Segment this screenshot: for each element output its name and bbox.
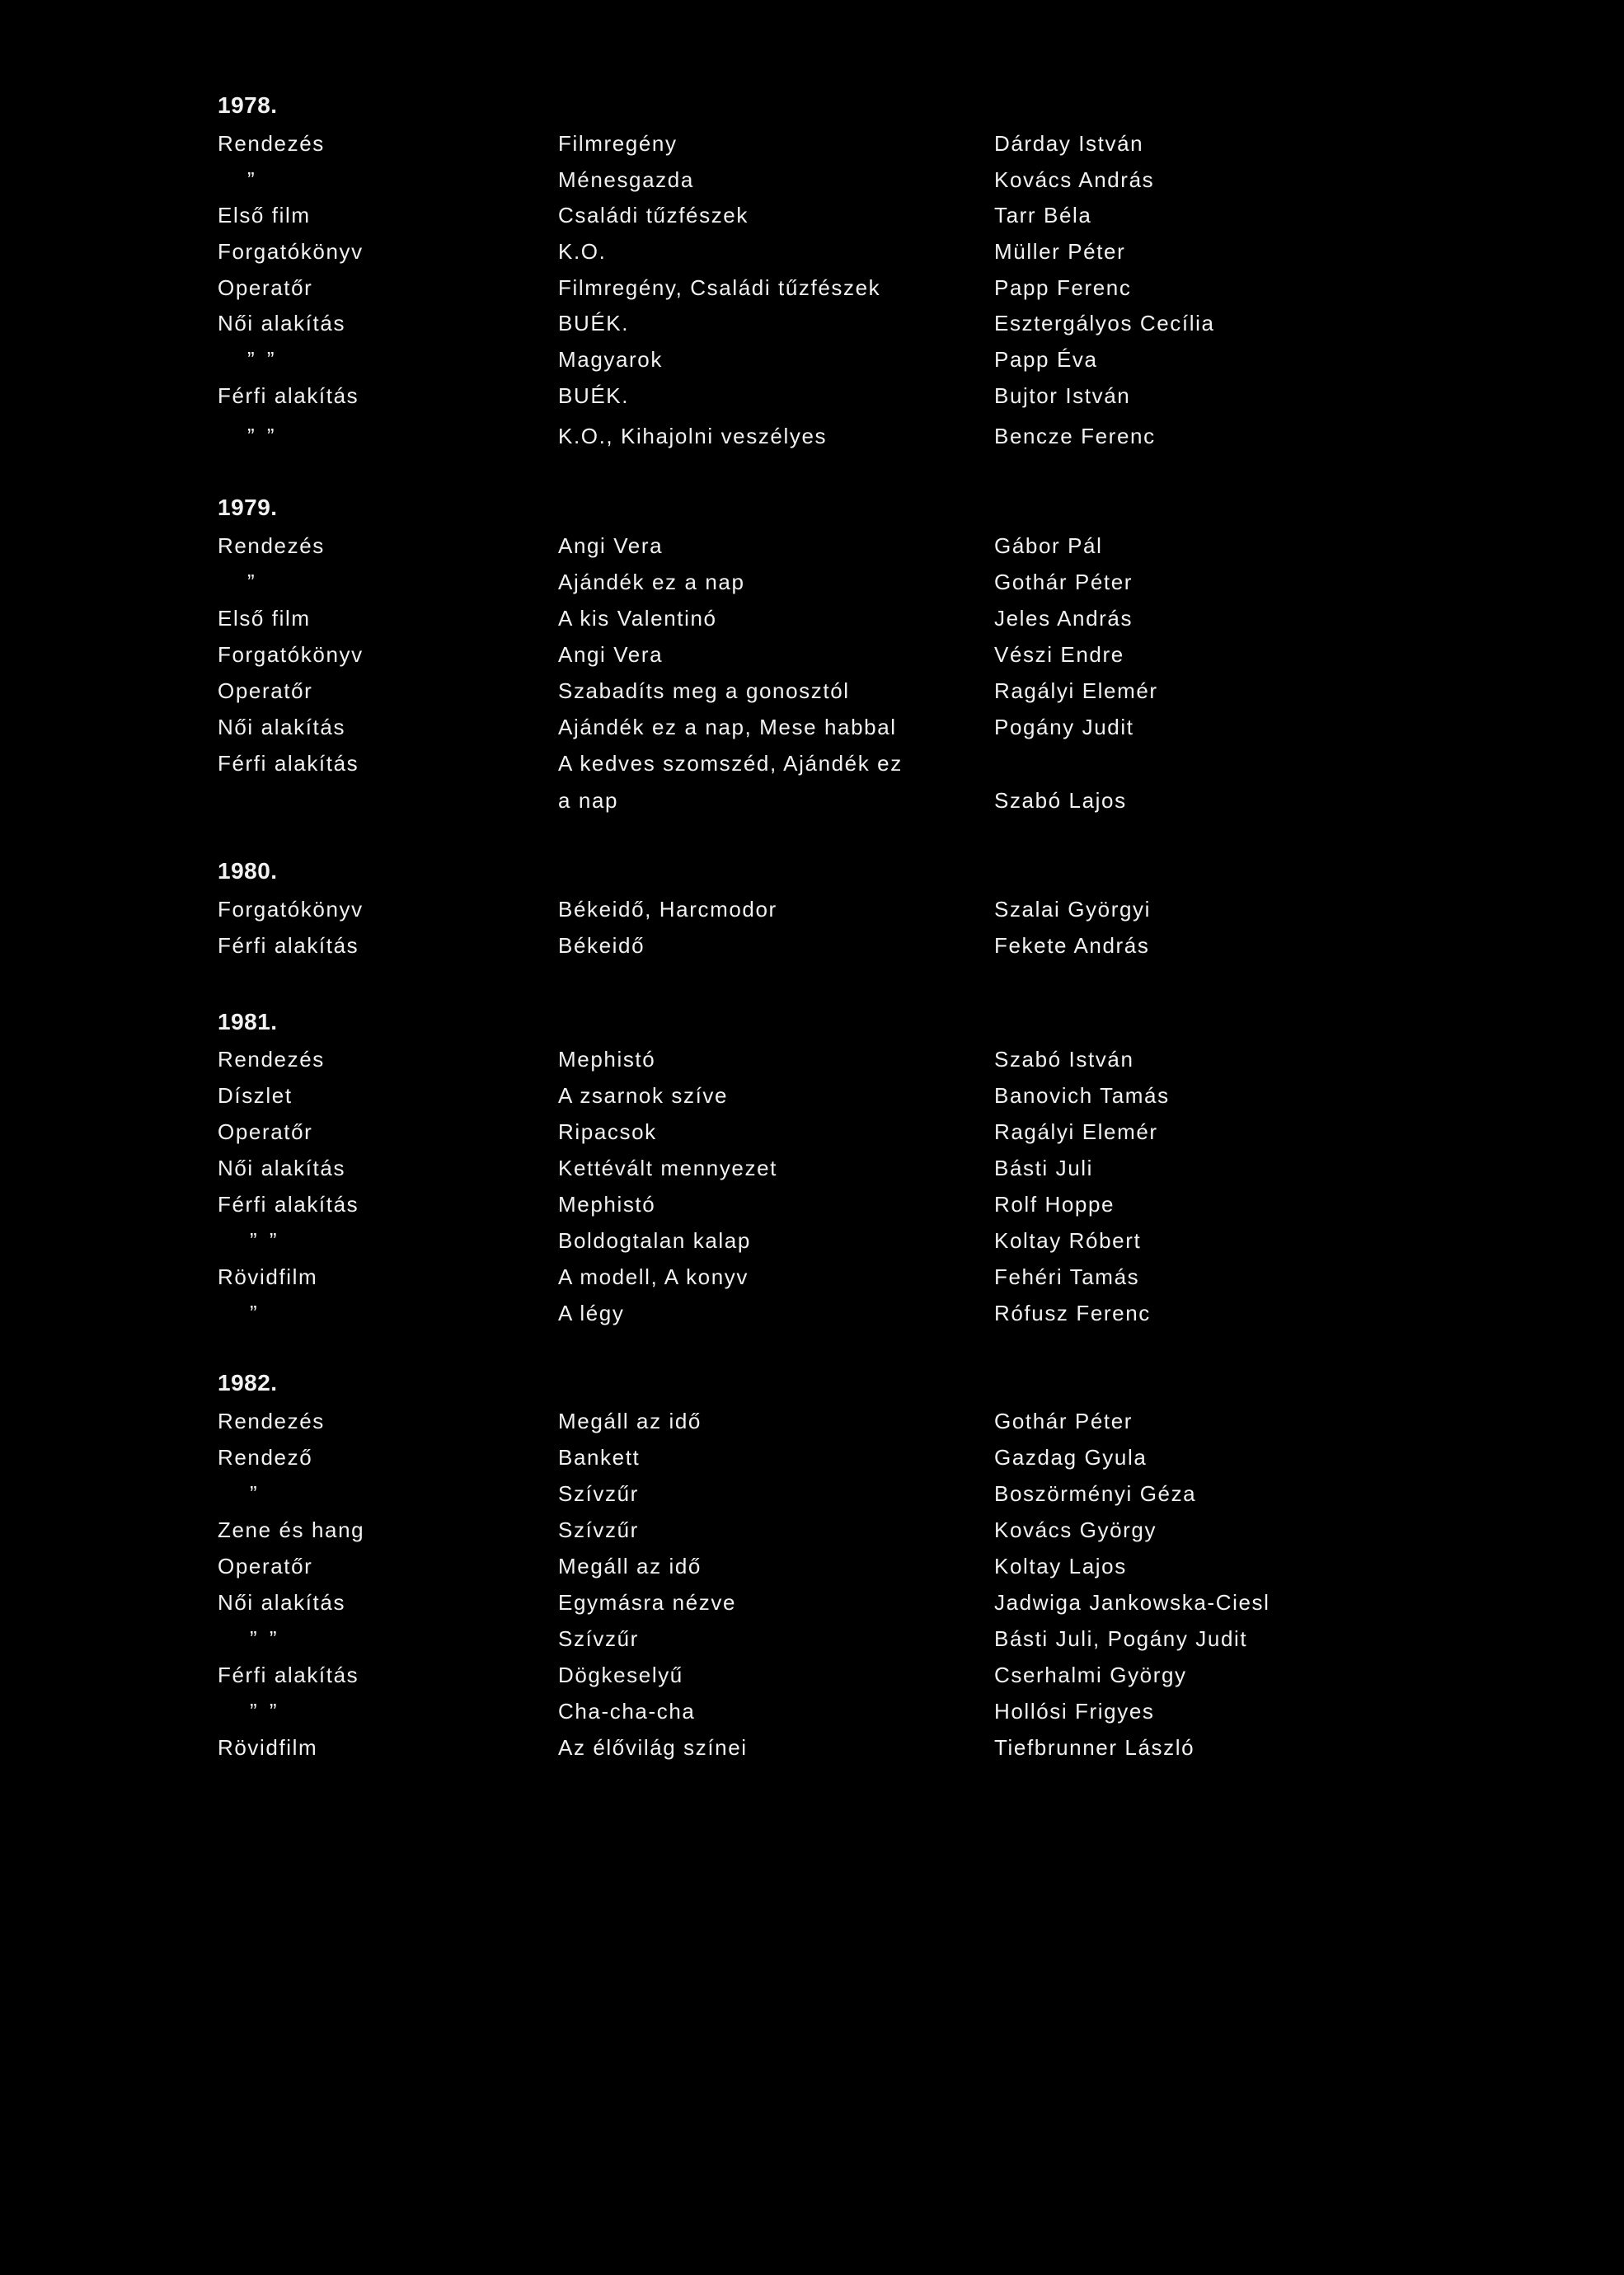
award-row: [0, 346, 1624, 382]
award-row: [0, 167, 1624, 203]
person-name: Müller Péter: [994, 239, 1126, 264]
person-name: Básti Juli: [994, 1156, 1094, 1180]
award-category: Forgatókönyv: [218, 897, 364, 922]
award-category: Első film: [218, 203, 311, 228]
person-name: Tiefbrunner László: [994, 1735, 1195, 1760]
film-title: Egymásra nézve: [558, 1590, 737, 1615]
award-row: [0, 896, 1624, 932]
award-row: [0, 1625, 1624, 1662]
film-title: Mephistó: [558, 1047, 656, 1072]
award-category: Rövidfilm: [218, 1735, 318, 1760]
award-row: [0, 1408, 1624, 1444]
award-row: [0, 532, 1624, 569]
year-heading: 1978.: [218, 92, 278, 118]
person-name: Básti Juli, Pogány Judit: [994, 1626, 1248, 1651]
award-row: [0, 750, 1624, 786]
year-heading: 1981.: [218, 1009, 278, 1034]
award-row: [0, 1480, 1624, 1517]
person-name: Fehéri Tamás: [994, 1264, 1140, 1289]
award-row: [0, 238, 1624, 274]
award-row: [0, 641, 1624, 678]
award-row: [0, 678, 1624, 714]
award-category: ” ”: [250, 1626, 280, 1651]
award-row: [0, 1227, 1624, 1264]
award-category: ”: [250, 1481, 260, 1506]
award-category: Női alakítás: [218, 1156, 346, 1180]
award-category: Női alakítás: [218, 311, 346, 335]
person-name: Kovács György: [994, 1517, 1157, 1542]
award-row: [0, 787, 1624, 823]
award-row: [0, 310, 1624, 346]
award-category: Rendezés: [218, 1047, 325, 1072]
person-name: Pogány Judit: [994, 715, 1134, 739]
award-row: [0, 1698, 1624, 1734]
award-category: ” ”: [250, 1228, 280, 1253]
film-title: K.O., Kihajolni veszélyes: [558, 424, 828, 448]
film-title: Szívzűr: [558, 1481, 639, 1506]
film-title: Az élővilág színei: [558, 1735, 748, 1760]
person-name: Bencze Ferenc: [994, 424, 1156, 448]
award-category: Rendezés: [218, 131, 325, 156]
film-title: Megáll az idő: [558, 1409, 702, 1433]
award-category: Első film: [218, 606, 311, 631]
film-title: Filmregény, Családi tűzfészek: [558, 275, 881, 300]
award-category: Rendezés: [218, 533, 325, 558]
film-title: Családi tűzfészek: [558, 203, 749, 228]
award-category: Férfi alakítás: [218, 933, 359, 958]
award-row: [0, 1119, 1624, 1155]
film-title: BUÉK.: [558, 383, 630, 408]
award-row: [0, 202, 1624, 238]
film-title: Szabadíts meg a gonosztól: [558, 678, 850, 703]
film-title: Kettévált mennyezet: [558, 1156, 777, 1180]
award-category: ” ”: [247, 424, 278, 448]
award-row: [0, 714, 1624, 750]
award-row: [0, 274, 1624, 311]
award-category: Operatőr: [218, 678, 313, 703]
film-title: A kedves szomszéd, Ajándék ez: [558, 751, 903, 776]
award-row: [0, 1662, 1624, 1698]
award-row: [0, 1589, 1624, 1625]
year-heading: 1982.: [218, 1370, 278, 1395]
film-title: BUÉK.: [558, 311, 630, 335]
award-category: Operatőr: [218, 275, 313, 300]
person-name: Gothár Péter: [994, 1409, 1134, 1433]
person-name: Koltay Róbert: [994, 1228, 1142, 1253]
award-category: Női alakítás: [218, 715, 346, 739]
film-title: Boldogtalan kalap: [558, 1228, 751, 1253]
person-name: Gothár Péter: [994, 570, 1134, 594]
award-row: [0, 1734, 1624, 1771]
award-category: Díszlet: [218, 1083, 293, 1108]
film-title: A kis Valentinó: [558, 606, 717, 631]
award-category: Férfi alakítás: [218, 383, 359, 408]
award-row: [0, 605, 1624, 641]
award-row: [0, 1553, 1624, 1589]
award-category: ” ”: [250, 1699, 280, 1724]
person-name: Tarr Béla: [994, 203, 1092, 228]
person-name: Szalai Györgyi: [994, 897, 1152, 922]
award-category: Férfi alakítás: [218, 1663, 359, 1687]
year-heading: 1980.: [218, 858, 278, 884]
person-name: Ragályi Elemér: [994, 678, 1158, 703]
film-title: Bankett: [558, 1445, 641, 1470]
award-row: [0, 1444, 1624, 1480]
person-name: Jadwiga Jankowska-Ciesl: [994, 1590, 1270, 1615]
person-name: Szabó Lajos: [994, 788, 1127, 813]
award-category: Operatőr: [218, 1554, 313, 1578]
award-category: ”: [250, 1301, 260, 1325]
film-title: Mephistó: [558, 1192, 656, 1217]
person-name: Esztergályos Cecília: [994, 311, 1215, 335]
film-title: K.O.: [558, 239, 607, 264]
award-category: ” ”: [247, 347, 278, 372]
person-name: Vészi Endre: [994, 642, 1124, 667]
film-title: Ajándék ez a nap: [558, 570, 745, 594]
film-title: Ménesgazda: [558, 167, 694, 192]
film-title: Cha-cha-cha: [558, 1699, 696, 1724]
person-name: Banovich Tamás: [994, 1083, 1170, 1108]
award-row: [0, 1155, 1624, 1191]
person-name: Hollósi Frigyes: [994, 1699, 1155, 1724]
person-name: Ragályi Elemér: [994, 1119, 1158, 1144]
person-name: Dárday István: [994, 131, 1144, 156]
film-title: a nap: [558, 788, 619, 813]
film-title: A légy: [558, 1301, 625, 1325]
award-category: Operatőr: [218, 1119, 313, 1144]
award-category: ”: [247, 570, 258, 594]
film-title: Angi Vera: [558, 533, 664, 558]
person-name: Szabó István: [994, 1047, 1134, 1072]
film-title: Magyarok: [558, 347, 663, 372]
film-title: Megáll az idő: [558, 1554, 702, 1578]
person-name: Bujtor István: [994, 383, 1131, 408]
award-row: [0, 1264, 1624, 1300]
film-title: A zsarnok szíve: [558, 1083, 729, 1108]
award-row: [0, 1300, 1624, 1336]
person-name: Cserhalmi György: [994, 1663, 1187, 1687]
award-row: [0, 1046, 1624, 1082]
award-category: Rövidfilm: [218, 1264, 318, 1289]
film-title: Angi Vera: [558, 642, 664, 667]
person-name: Kovács András: [994, 167, 1155, 192]
person-name: Fekete András: [994, 933, 1150, 958]
film-title: Békeidő: [558, 933, 645, 958]
year-heading: 1979.: [218, 495, 278, 520]
award-category: Férfi alakítás: [218, 751, 359, 776]
award-row: [0, 1082, 1624, 1119]
award-row: [0, 569, 1624, 605]
person-name: Gazdag Gyula: [994, 1445, 1148, 1470]
film-title: Filmregény: [558, 131, 678, 156]
film-title: Ajándék ez a nap, Mese habbal: [558, 715, 897, 739]
award-row: [0, 1517, 1624, 1553]
award-category: ”: [247, 167, 258, 192]
person-name: Gábor Pál: [994, 533, 1103, 558]
film-title: Szívzűr: [558, 1626, 639, 1651]
film-title: Ripacsok: [558, 1119, 657, 1144]
film-title: Szívzűr: [558, 1517, 639, 1542]
person-name: Jeles András: [994, 606, 1134, 631]
person-name: Boszörményi Géza: [994, 1481, 1197, 1506]
person-name: Papp Éva: [994, 347, 1098, 372]
award-category: Forgatókönyv: [218, 239, 364, 264]
film-title: Dögkeselyű: [558, 1663, 683, 1687]
award-category: Zene és hang: [218, 1517, 365, 1542]
award-row: [0, 382, 1624, 419]
award-row: [0, 423, 1624, 459]
person-name: Papp Ferenc: [994, 275, 1132, 300]
award-category: Rendező: [218, 1445, 313, 1470]
award-category: Rendezés: [218, 1409, 325, 1433]
award-row: [0, 932, 1624, 969]
award-row: [0, 130, 1624, 167]
person-name: Rófusz Ferenc: [994, 1301, 1151, 1325]
award-category: Forgatókönyv: [218, 642, 364, 667]
award-category: Női alakítás: [218, 1590, 346, 1615]
film-title: A modell, A konyv: [558, 1264, 749, 1289]
award-category: Férfi alakítás: [218, 1192, 359, 1217]
film-title: Békeidő, Harcmodor: [558, 897, 777, 922]
person-name: Rolf Hoppe: [994, 1192, 1115, 1217]
award-row: [0, 1191, 1624, 1227]
person-name: Koltay Lajos: [994, 1554, 1127, 1578]
